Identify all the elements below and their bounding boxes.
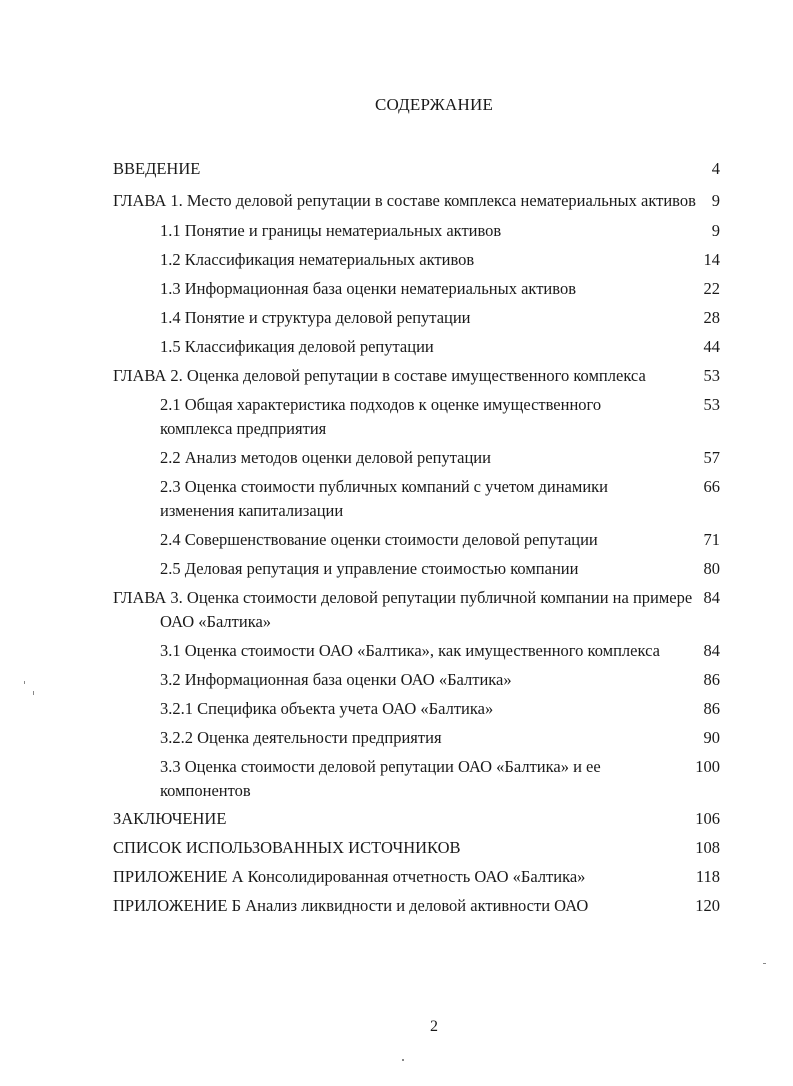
toc-entry-page: 9 xyxy=(711,221,720,240)
toc-entry-text: 1.2 Классификация нематериальных активов xyxy=(160,250,475,269)
toc-entry xyxy=(113,894,720,918)
toc-entry-page: 118 xyxy=(695,867,720,886)
toc-entry xyxy=(113,755,720,803)
toc-entry-text: 3.2.1 Специфика объекта учета ОАО «Балтика» xyxy=(160,699,494,718)
toc-entry-text: ЗАКЛЮЧЕНИЕ xyxy=(113,809,227,828)
toc-entry-text: ГЛАВА 2. Оценка деловой репутации в составе имущественного комплекса xyxy=(113,366,646,385)
page-number: 2 xyxy=(430,1018,438,1035)
toc-entry-page: 106 xyxy=(695,809,720,828)
toc-entry-text: ПРИЛОЖЕНИЕ А Консолидированная отчетность ОАО «Балтика» xyxy=(113,867,586,886)
toc-entry-page: 71 xyxy=(703,530,720,549)
toc-entry xyxy=(113,639,720,663)
toc-entry-page: 53 xyxy=(703,366,720,385)
toc-entry xyxy=(113,668,720,692)
toc-entry-text: ВВЕДЕНИЕ xyxy=(113,159,201,178)
toc-entry xyxy=(113,248,720,272)
toc-entry-page: 86 xyxy=(703,670,720,689)
toc-entry xyxy=(113,586,720,634)
toc-entry-text: 3.2 Информационная база оценки ОАО «Балтика» xyxy=(160,670,512,689)
toc-entry-text: 2.4 Совершенствование оценки стоимости деловой репутации xyxy=(160,530,598,549)
toc-entry-text: ГЛАВА 3. Оценка стоимости деловой репутации публичной компании на примере ОАО «Балтика» xyxy=(113,588,693,631)
toc-entry xyxy=(113,277,720,301)
toc-entry-page: 14 xyxy=(703,250,720,269)
toc-entry xyxy=(113,306,720,330)
toc-entry-text: 2.3 Оценка стоимости публичных компаний с учетом динамики изменения капитализации xyxy=(160,477,608,520)
table-of-contents xyxy=(113,157,720,918)
toc-entry-page: 108 xyxy=(695,838,720,857)
toc-entry-page: 120 xyxy=(695,896,720,915)
toc-entry xyxy=(113,393,720,441)
toc-entry xyxy=(113,807,720,831)
toc-entry-page: 4 xyxy=(711,159,720,178)
toc-entry-text: 2.5 Деловая репутация и управление стоимостью компании xyxy=(160,559,579,578)
scan-speck xyxy=(24,681,25,684)
toc-entry-text: 1.3 Информационная база оценки нематериальных активов xyxy=(160,279,576,298)
toc-entry-text: 3.2.2 Оценка деятельности предприятия xyxy=(160,728,442,747)
toc-entry-page: 84 xyxy=(703,588,720,607)
toc-entry-text: ГЛАВА 1. Место деловой репутации в составе комплекса нематериальных активов xyxy=(113,191,696,210)
toc-entry-page: 22 xyxy=(703,279,720,298)
toc-entry-page: 84 xyxy=(703,641,720,660)
toc-entry xyxy=(113,697,720,721)
toc-entry-text: 1.1 Понятие и границы нематериальных активов xyxy=(160,221,502,240)
toc-entry xyxy=(113,528,720,552)
toc-entry xyxy=(113,726,720,750)
toc-entry xyxy=(113,364,720,388)
toc-entry xyxy=(113,475,720,523)
toc-entry xyxy=(113,836,720,860)
toc-entry-page: 100 xyxy=(695,757,720,776)
toc-entry-page: 44 xyxy=(703,337,720,356)
scan-speck xyxy=(402,1059,404,1061)
toc-entry xyxy=(113,219,720,243)
scan-speck xyxy=(33,691,34,695)
scan-speck xyxy=(763,963,766,964)
toc-entry-text: 1.5 Классификация деловой репутации xyxy=(160,337,434,356)
toc-entry-page: 9 xyxy=(711,191,720,210)
toc-entry-text: 1.4 Понятие и структура деловой репутации xyxy=(160,308,471,327)
toc-entry-page: 80 xyxy=(703,559,720,578)
toc-entry-text: 2.1 Общая характеристика подходов к оценке имущественного комплекса предприятия xyxy=(160,395,602,438)
toc-entry xyxy=(113,865,720,889)
toc-entry-page: 28 xyxy=(703,308,720,327)
toc-entry-text: 3.1 Оценка стоимости ОАО «Балтика», как имущественного комплекса xyxy=(160,641,660,660)
toc-entry xyxy=(113,189,720,213)
toc-entry-page: 66 xyxy=(703,477,720,496)
toc-entry xyxy=(113,157,720,181)
toc-entry xyxy=(113,557,720,581)
toc-entry-text: СПИСОК ИСПОЛЬЗОВАННЫХ ИСТОЧНИКОВ xyxy=(113,838,461,857)
toc-title: СОДЕРЖАНИЕ xyxy=(374,95,494,114)
toc-entry-page: 57 xyxy=(703,448,720,467)
toc-entry-text: 2.2 Анализ методов оценки деловой репутации xyxy=(160,448,491,467)
toc-entry-page: 90 xyxy=(703,728,720,747)
toc-entry-text: 3.3 Оценка стоимости деловой репутации ОАО «Балтика» и ее компонентов xyxy=(160,757,601,800)
toc-entry-page: 86 xyxy=(703,699,720,718)
toc-entry xyxy=(113,335,720,359)
toc-entry-text: ПРИЛОЖЕНИЕ Б Анализ ликвидности и деловой активности ОАО xyxy=(113,896,589,915)
toc-entry-page: 53 xyxy=(703,395,720,414)
toc-entry xyxy=(113,446,720,470)
